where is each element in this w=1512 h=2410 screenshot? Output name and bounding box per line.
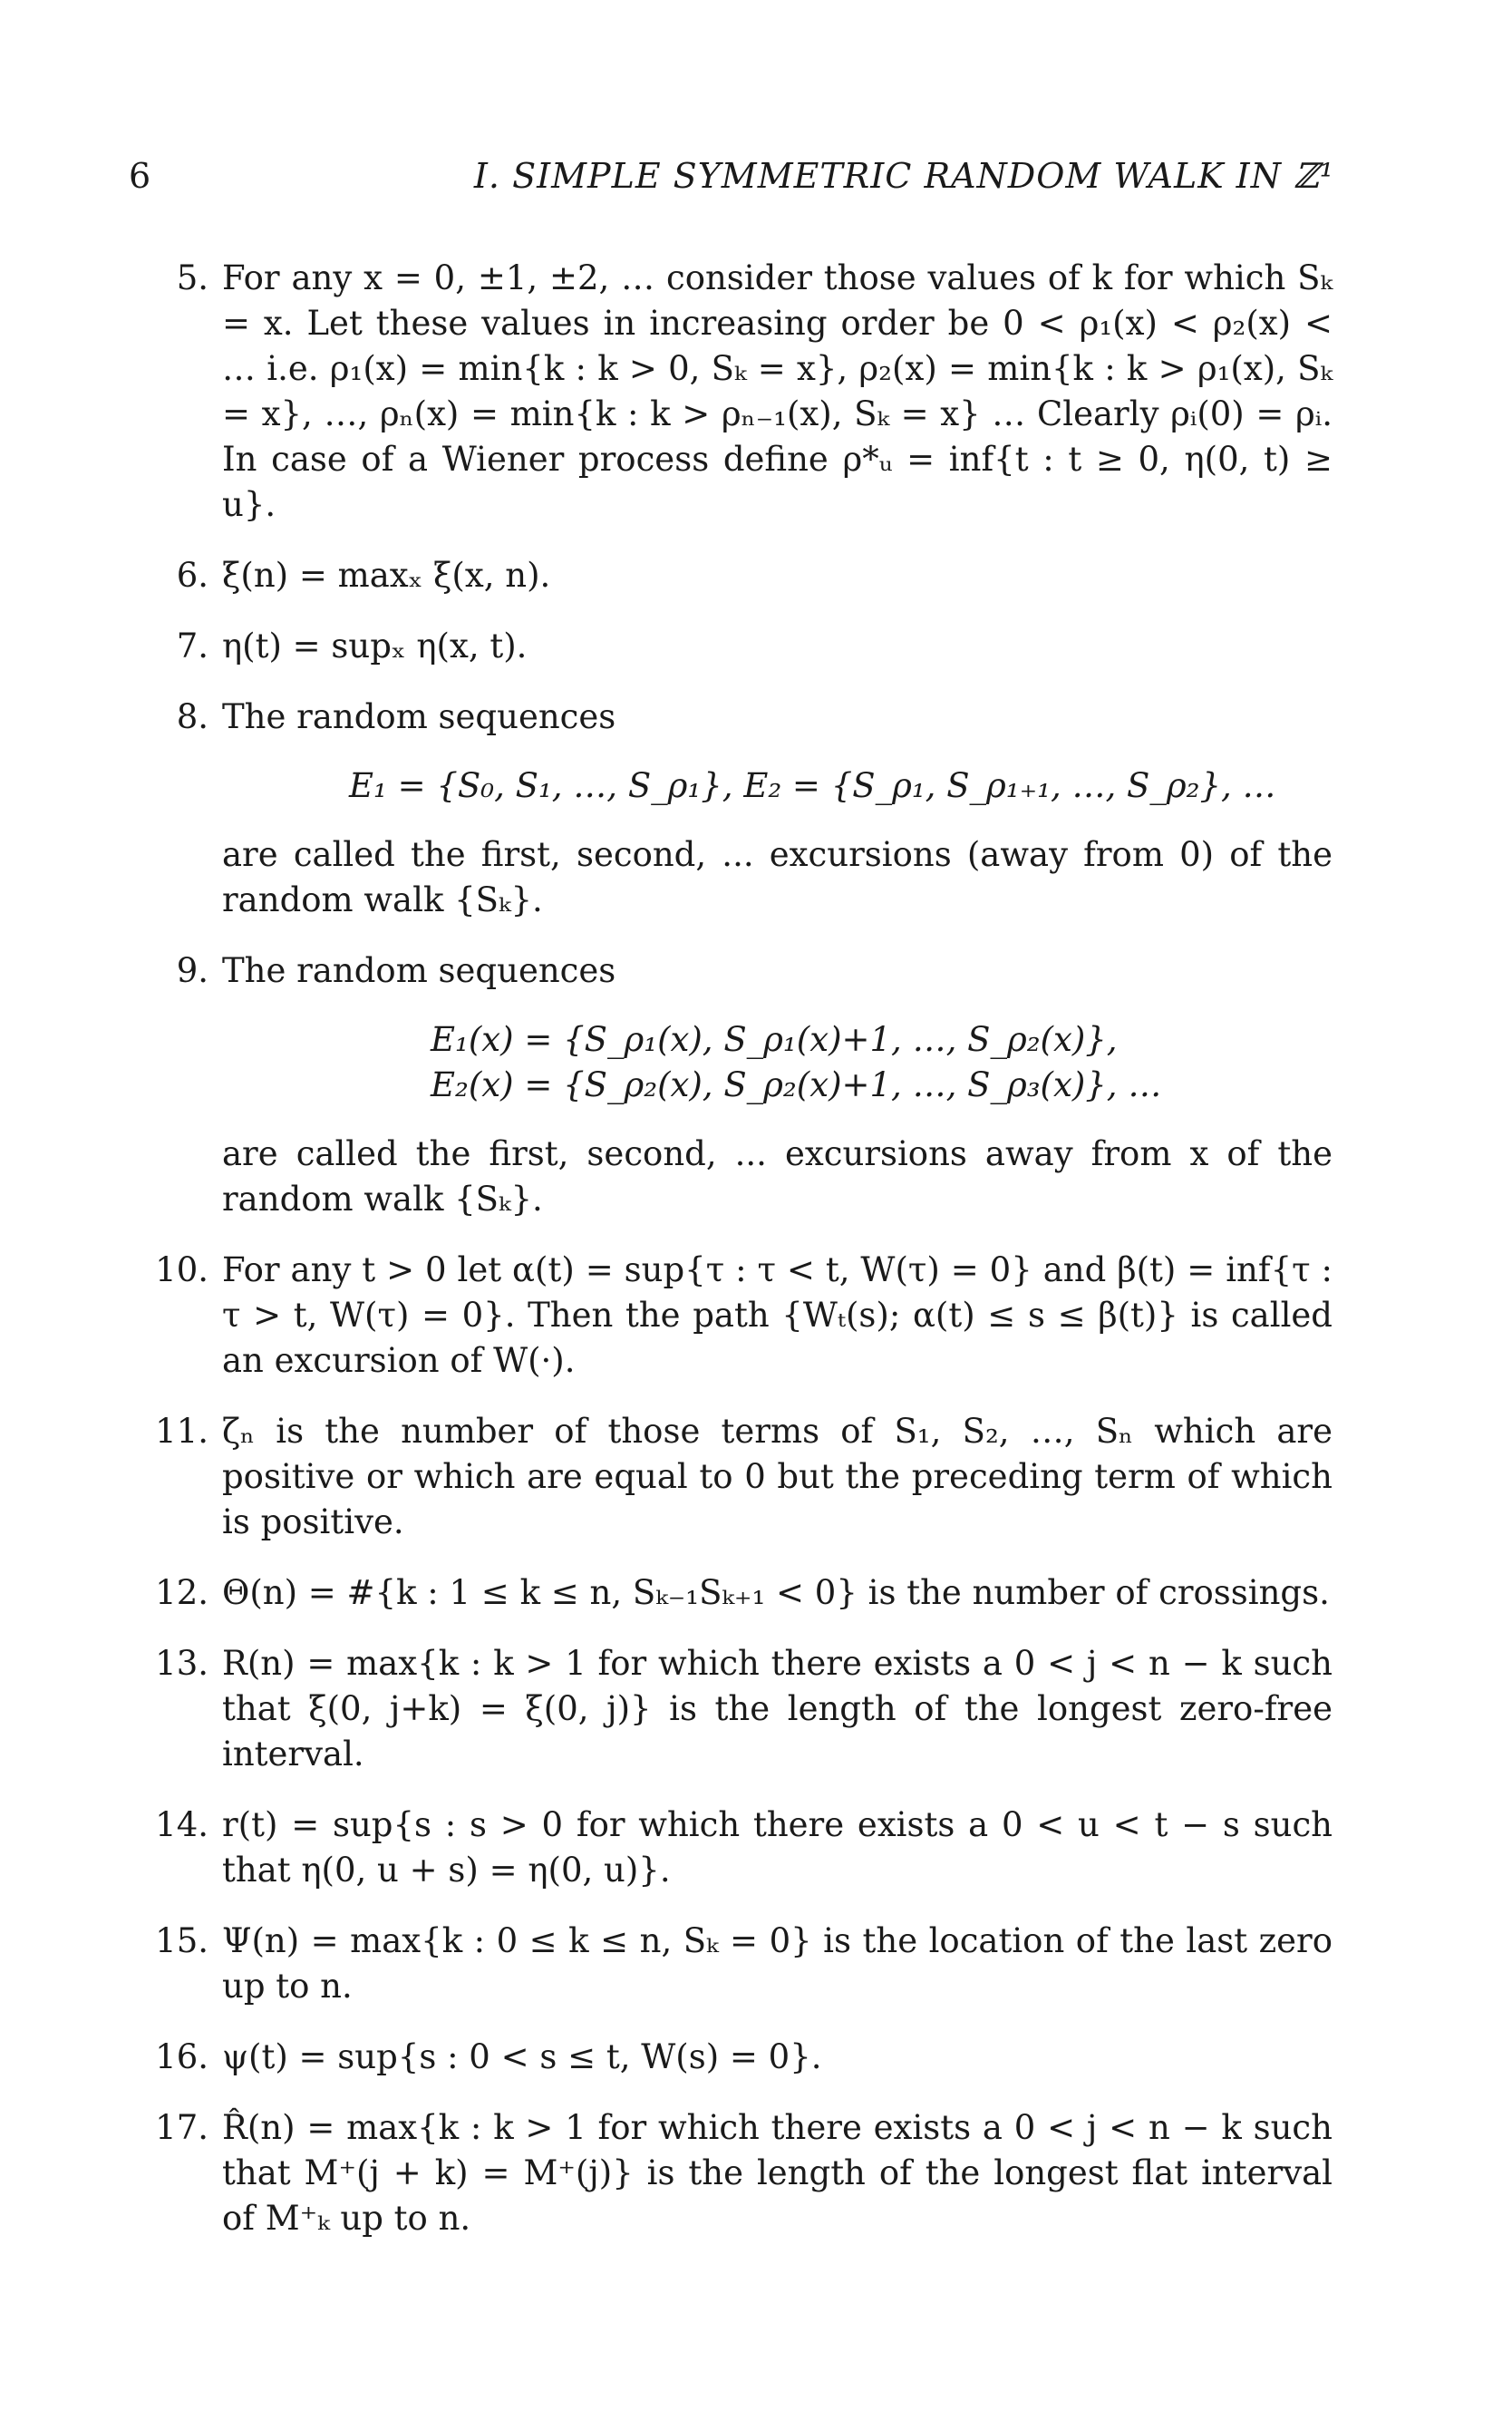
item-text: For any t > 0 let α(t) = sup{τ : τ < t, W(τ) = 0} and β(t) = inf{τ : τ > t, W(τ) = 0}. Then the path {Wₜ(s); α(t) ≤ s ≤ β(t)} is called an excursion of W(·). (222, 1250, 1333, 1380)
list-item (136, 2035, 1333, 2080)
item-number: 13. (155, 1644, 208, 1683)
item-number: 14. (155, 1805, 208, 1844)
page-number: 6 (129, 156, 151, 196)
item-number: 17. (155, 2108, 208, 2147)
list-item (136, 1641, 1333, 1777)
list-item (136, 1803, 1333, 1893)
item-text: are called the first, second, ... excursions (away from 0) of the random walk {Sₖ}. (222, 835, 1333, 919)
item-number: 10. (155, 1250, 208, 1289)
item-text: Θ(n) = #{k : 1 ≤ k ≤ n, Sₖ₋₁Sₖ₊₁ < 0} is the number of crossings. (222, 1573, 1330, 1612)
list-item (136, 2105, 1333, 2241)
list-item (136, 695, 1333, 923)
item-text: ζₙ is the number of those terms of S₁, S₂, …, Sₙ which are positive or which are equal to 0 but the preceding term of which is positive. (222, 1412, 1333, 1541)
item-text: ξ(n) = maxₓ ξ(x, n). (222, 556, 551, 595)
equation-line: E₁(x) = {S_ρ₁(x), S_ρ₁(x)+1, …, S_ρ₂(x)}, (431, 1020, 1118, 1059)
list-item (136, 1919, 1333, 2009)
list-item (136, 553, 1333, 598)
display-equation (222, 1017, 1333, 1108)
list-item (136, 1570, 1333, 1616)
equation-line: E₂(x) = {S_ρ₂(x), S_ρ₂(x)+1, …, S_ρ₃(x)}, … (431, 1065, 1162, 1104)
list-item (136, 948, 1333, 1222)
equation-line: E₁ = {S₀, S₁, …, S_ρ₁}, E₂ = {S_ρ₁, S_ρ₁₊₁, …, S_ρ₂}, … (349, 766, 1276, 805)
list-item (136, 256, 1333, 528)
item-text: ψ(t) = sup{s : 0 < s ≤ t, W(s) = 0}. (222, 2037, 822, 2076)
item-text: Ψ(n) = max{k : 0 ≤ k ≤ n, Sₖ = 0} is the location of the last zero up to n. (222, 1921, 1333, 2006)
list-item (136, 1248, 1333, 1384)
item-number: 9. (176, 951, 208, 990)
item-number: 7. (176, 627, 208, 666)
definitions-list (136, 256, 1333, 2267)
item-text: are called the first, second, ... excursions away from x of the random walk {Sₖ}. (222, 1134, 1333, 1219)
item-number: 5. (176, 258, 208, 297)
item-text: R̂(n) = max{k : k > 1 for which there exists a 0 < j < n − k such that M⁺(j + k) = M⁺(j)} is the length of the longest flat interval of M⁺ₖ up to n. (222, 2108, 1333, 2238)
list-item (136, 1409, 1333, 1545)
display-equation (222, 763, 1333, 809)
item-intro: The random sequences (222, 697, 616, 736)
item-text: η(t) = supₓ η(x, t). (222, 627, 528, 666)
item-text: r(t) = sup{s : s > 0 for which there exists a 0 < u < t − s such that η(0, u + s) = η(0, u)}. (222, 1805, 1333, 1890)
list-item (136, 624, 1333, 669)
item-text: For any x = 0, ±1, ±2, … consider those values of k for which Sₖ = x. Let these values in increasing order be 0 < ρ₁(x) < ρ₂(x) < … i.e. ρ₁(x) = min{k : k > 0, Sₖ = x}, ρ₂(x) = min{k : k > ρ₁(x), Sₖ = x}, …, ρₙ(x) = min{k : k > ρₙ₋₁(x), Sₖ = x} … Clearly ρᵢ(0) = ρᵢ. In case of a Wiener process define ρ*ᵤ = inf{t : t ≥ 0, η(0, t) ≥ u}. (222, 258, 1333, 524)
running-head: I. SIMPLE SYMMETRIC RANDOM WALK IN ℤ¹ (473, 156, 1334, 196)
item-number: 6. (176, 556, 208, 595)
item-number: 11. (155, 1412, 208, 1451)
item-number: 16. (155, 2037, 208, 2076)
item-number: 8. (176, 697, 208, 736)
item-text: R(n) = max{k : k > 1 for which there exists a 0 < j < n − k such that ξ(0, j+k) = ξ(0, j)} is the length of the longest zero-free interval. (222, 1644, 1333, 1773)
page-header (129, 156, 1334, 201)
item-number: 12. (155, 1573, 208, 1612)
item-intro: The random sequences (222, 951, 616, 990)
item-number: 15. (155, 1921, 208, 1960)
